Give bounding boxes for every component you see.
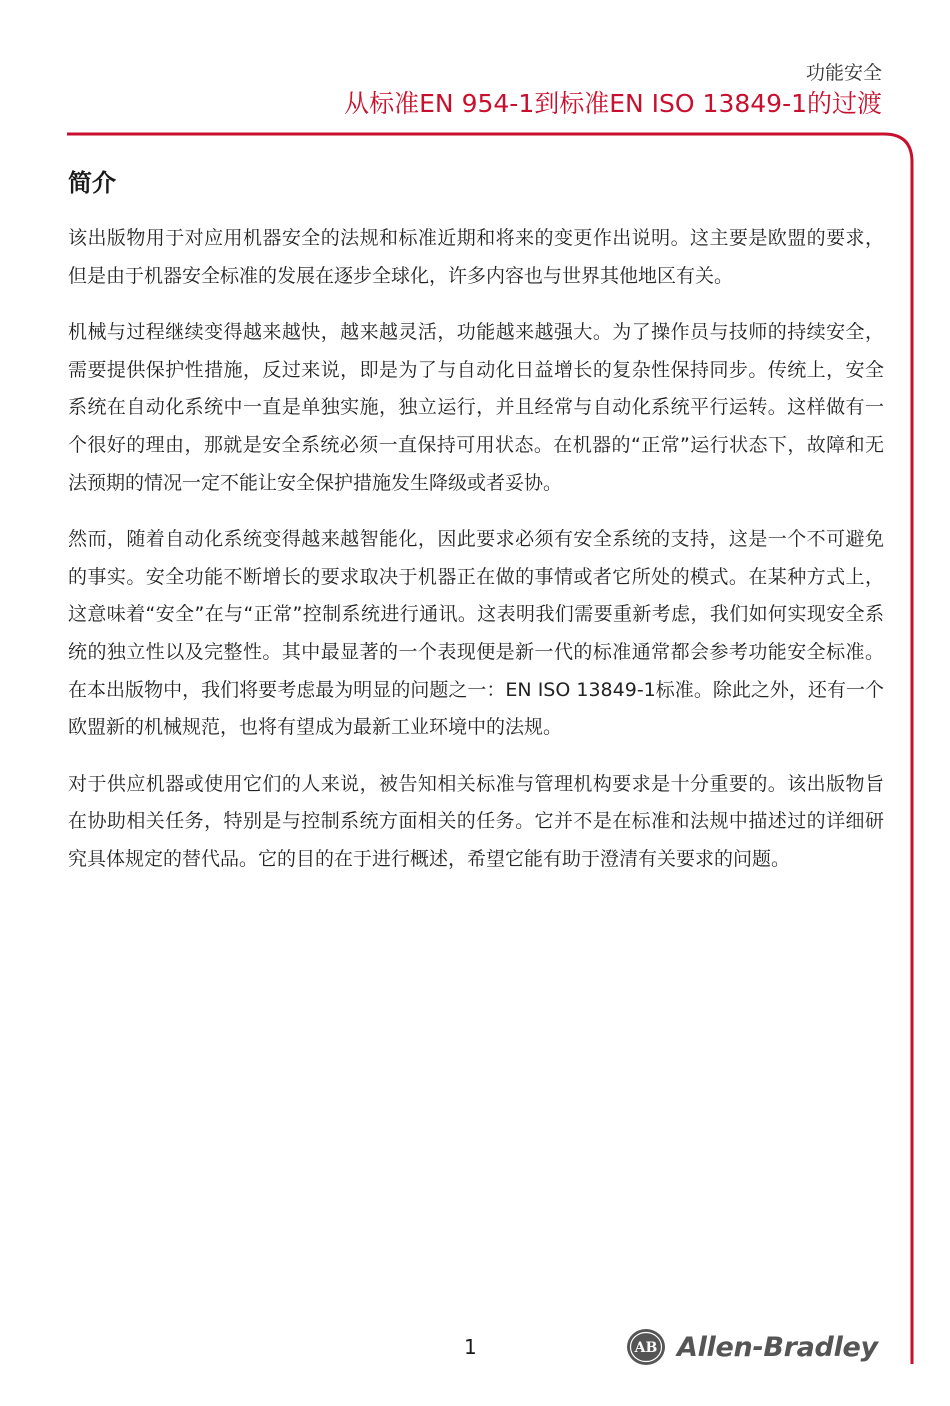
section-heading: 简介 xyxy=(68,169,116,197)
allen-bradley-logo xyxy=(625,1326,878,1368)
svg-text:AB: AB xyxy=(634,1340,658,1356)
paragraph: 对于供应机器或使用它们的人来说，被告知相关标准与管理机构要求是十分重要的。该出版物旨在协助相关任务，特别是与控制系统方面相关的任务。它并不是在标准和法规中描述过的详细研究具体规定的替代品。它的目的在于进行概述，希望它能有助于澄清有关要求的问题。 xyxy=(68,772,884,870)
allen-bradley-emblem-icon xyxy=(625,1326,667,1368)
body-text xyxy=(68,220,884,898)
paragraph: 然而，随着自动化系统变得越来越智能化，因此要求必须有安全系统的支持，这是一个不可避免的事实。安全功能不断增长的要求取决于机器正在做的事情或者它所处的模式。在某种方式上，这意味着“安全”在与“正常”控制系统进行通讯。这表明我们需要重新考虑，我们如何实现安全系统的独立性以及完整性。其中最显著的一个表现便是新一代的标准通常都会参考功能安全标准。在本出版物中，我们将要考虑最为明显的问题之一：EN ISO 13849-1标准。除此之外，还有一个欧盟新的机械规范，也将有望成为最新工业环境中的法规。 xyxy=(68,528,884,739)
page-number: 1 xyxy=(464,1335,477,1359)
document-title: 从标准EN 954-1到标准EN ISO 13849-1的过渡 xyxy=(344,89,882,118)
logo-wordmark: Allen-Bradley xyxy=(677,1331,878,1363)
paragraph: 该出版物用于对应用机器安全的法规和标准近期和将来的变更作出说明。这主要是欧盟的要求，但是由于机器安全标准的发展在逐步全球化，许多内容也与世界其他地区有关。 xyxy=(68,227,884,287)
header-subtitle: 功能安全 xyxy=(805,62,882,84)
paragraph: 机械与过程继续变得越来越快，越来越灵活，功能越来越强大。为了操作员与技师的持续安全，需要提供保护性措施，反过来说，即是为了与自动化日益增长的复杂性保持同步。传统上，安全系统在自动化系统中一直是单独实施，独立运行，并且经常与自动化系统平行运转。这样做有一个很好的理由，那就是安全系统必须一直保持可用状态。在机器的“正常”运行状态下，故障和无法预期的情况一定不能让安全保护措施发生降级或者妥协。 xyxy=(68,321,884,494)
